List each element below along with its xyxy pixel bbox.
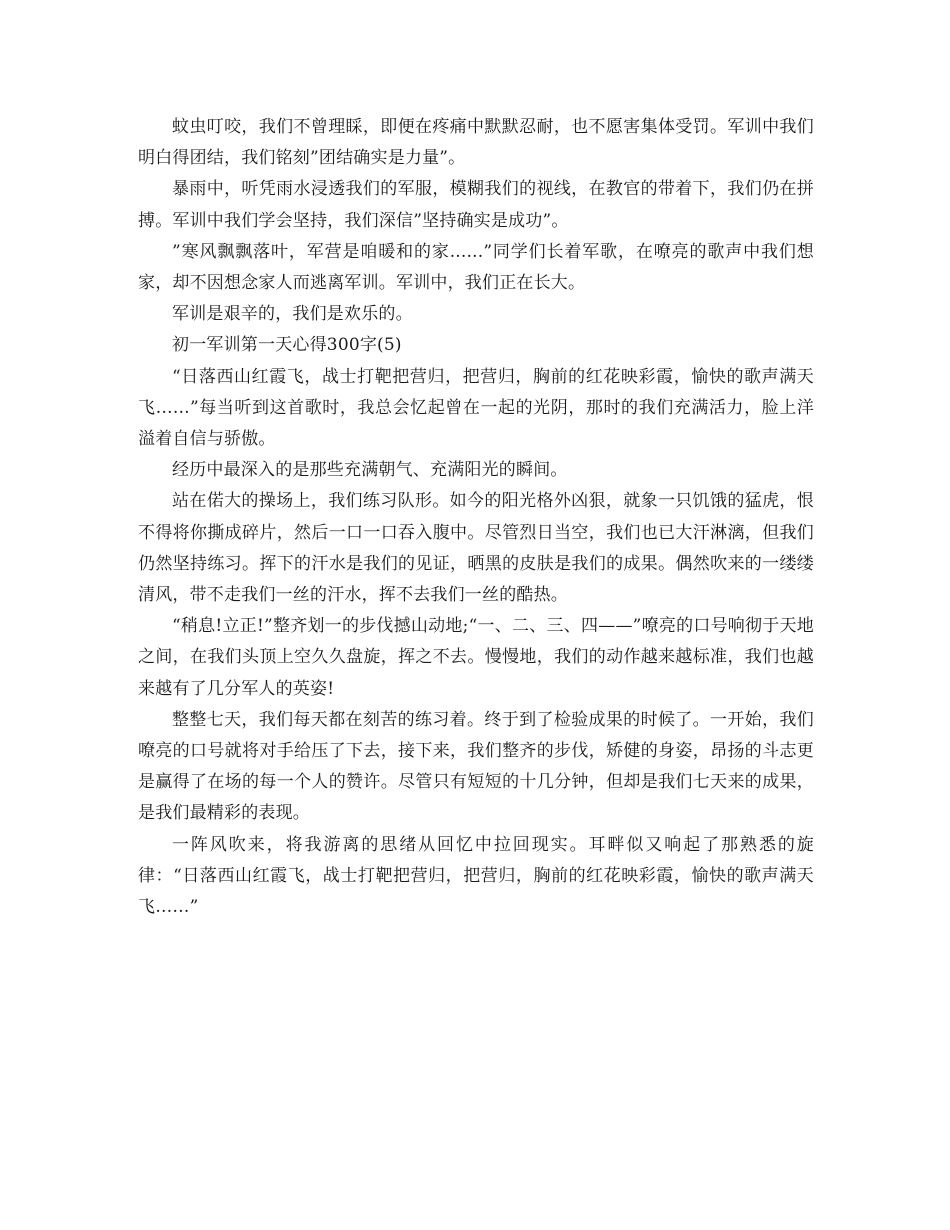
paragraph-commands: “稍息!立正!”整齐划一的步伐撼山动地;“一、二、三、四——”嘹亮的口号响彻于天地之间，在我们头顶上空久久盘旋，挥之不去。慢慢地，我们的动作越来越标准，我们也越来越有了几分军人的英姿!: [138, 616, 814, 699]
section-heading: 初一军训第一天心得300字(5): [172, 335, 402, 356]
paragraph-drill-field: 站在偌大的操场上，我们练习队形。如今的阳光格外凶狠，就象一只饥饿的猛虎，恨不得将你撕成碎片，然后一口一口吞入腹中。尽管烈日当空，我们也已大汗淋漓，但我们仍然坚持练习。挥下的汗水是我们的见证，晒黑的皮肤是我们的成果。偶然吹来的一缕缕清风，带不走我们一丝的汗水，挥不去我们一丝的酷热。: [138, 491, 814, 606]
document-body: [138, 112, 814, 923]
paragraph-moments: 经历中最深入的是那些充满朝气、充满阳光的瞬间。: [172, 460, 568, 481]
paragraph-cold-wind: ”寒风飘飘落叶，军营是咱暖和的家......”同学们长着军歌，在嘹亮的歌声中我们想家，却不因想念家人而逃离军训。军训中，我们正在长大。: [138, 241, 814, 294]
paragraph-mosquito: 蚊虫叮咬，我们不曾理睬，即便在疼痛中默默忍耐，也不愿害集体受罚。军训中我们明白得团结，我们铭刻”团结确实是力量”。: [138, 117, 814, 169]
paragraph-closing: 一阵风吹来，将我游离的思绪从回忆中拉回现实。耳畔似又响起了那熟悉的旋律：“日落西山红霞飞，战士打靶把营归，把营归，胸前的红花映彩霞，愉快的歌声满天飞……”: [138, 834, 814, 918]
paragraph-seven-days: 整整七天，我们每天都在刻苦的练习着。终于到了检验成果的时候了。一开始，我们嘹亮的口号就将对手给压了下去，接下来，我们整齐的步伐，矫健的身姿，昂扬的斗志更是赢得了在场的每一个人的赞许。尽管只有短短的十几分钟，但却是我们七天来的成果，是我们最精彩的表现。: [138, 709, 814, 824]
paragraph-rainstorm: 暴雨中，听凭雨水浸透我们的军服，模糊我们的视线，在教官的带着下，我们仍在拼搏。军训中我们学会坚持，我们深信”坚持确实是成功”。: [138, 179, 814, 231]
paragraph-song: “日落西山红霞飞，战士打靶把营归，把营归，胸前的红花映彩霞，愉快的歌声满天飞……”每当听到这首歌时，我总会忆起曾在一起的光阴，那时的我们充满活力，脸上洋溢着自信与骄傲。: [138, 366, 814, 450]
paragraph-hardship: 军训是艰辛的，我们是欢乐的。: [172, 304, 413, 325]
